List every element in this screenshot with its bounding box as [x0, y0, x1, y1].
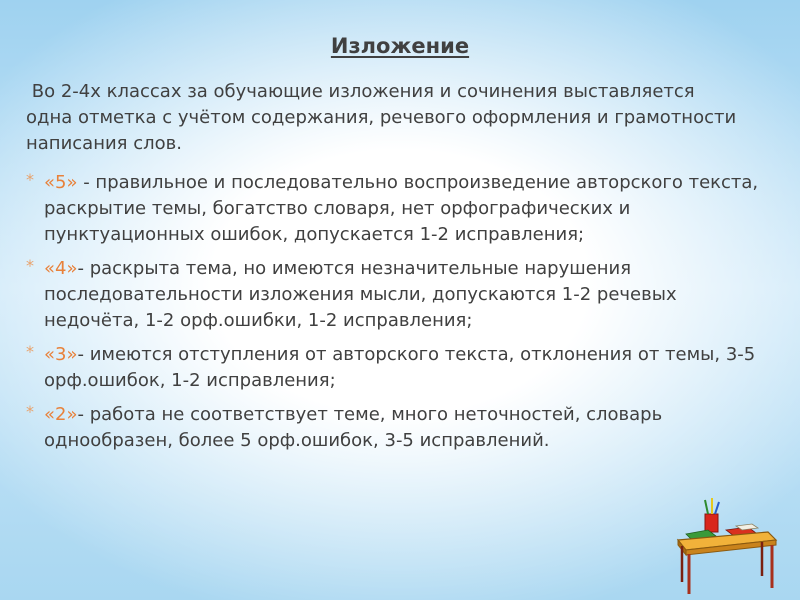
asterisk-bullet-icon: *	[26, 402, 34, 421]
criteria-item-grade-2	[26, 402, 761, 454]
asterisk-bullet-icon: *	[26, 170, 34, 189]
grading-criteria-list	[26, 170, 761, 462]
grade-label: «5»	[44, 172, 78, 193]
grade-label: «3»	[44, 344, 78, 365]
criteria-text: - имеются отступления от авторского текста, отклонения от темы, 3-5 орф.ошибок, 1-2 исправления;	[44, 344, 756, 391]
criteria-text: - правильное и последовательно воспроизведение авторского текста, раскрытие темы, богатство словаря, нет орфографических и пунктуационных ошибок, допускается 1-2 исправления;	[44, 172, 759, 245]
grade-label: «2»	[44, 404, 78, 425]
criteria-item-grade-5	[26, 170, 761, 248]
asterisk-bullet-icon: *	[26, 256, 34, 275]
criteria-item-grade-4	[26, 256, 761, 334]
school-desk-icon	[672, 496, 780, 596]
asterisk-bullet-icon: *	[26, 342, 34, 361]
criteria-text: - работа не соответствует теме, много неточностей, словарь однообразен, более 5 орф.ошибок, 3-5 исправлений.	[44, 404, 663, 451]
slide-title: Изложение	[330, 34, 470, 58]
grade-label: «4»	[44, 258, 78, 279]
criteria-item-grade-3	[26, 342, 761, 394]
criteria-text: - раскрыта тема, но имеются незначительные нарушения последовательности изложения мысли, допускаются 1-2 речевых недочёта, 1-2 орф.ошибки, 1-2 исправления;	[44, 258, 677, 331]
intro-paragraph: Во 2-4х классах за обучающие изложения и сочинения выставляется одна отметка с учётом содержания, речевого оформления и грамотности написания слов.	[26, 81, 742, 154]
